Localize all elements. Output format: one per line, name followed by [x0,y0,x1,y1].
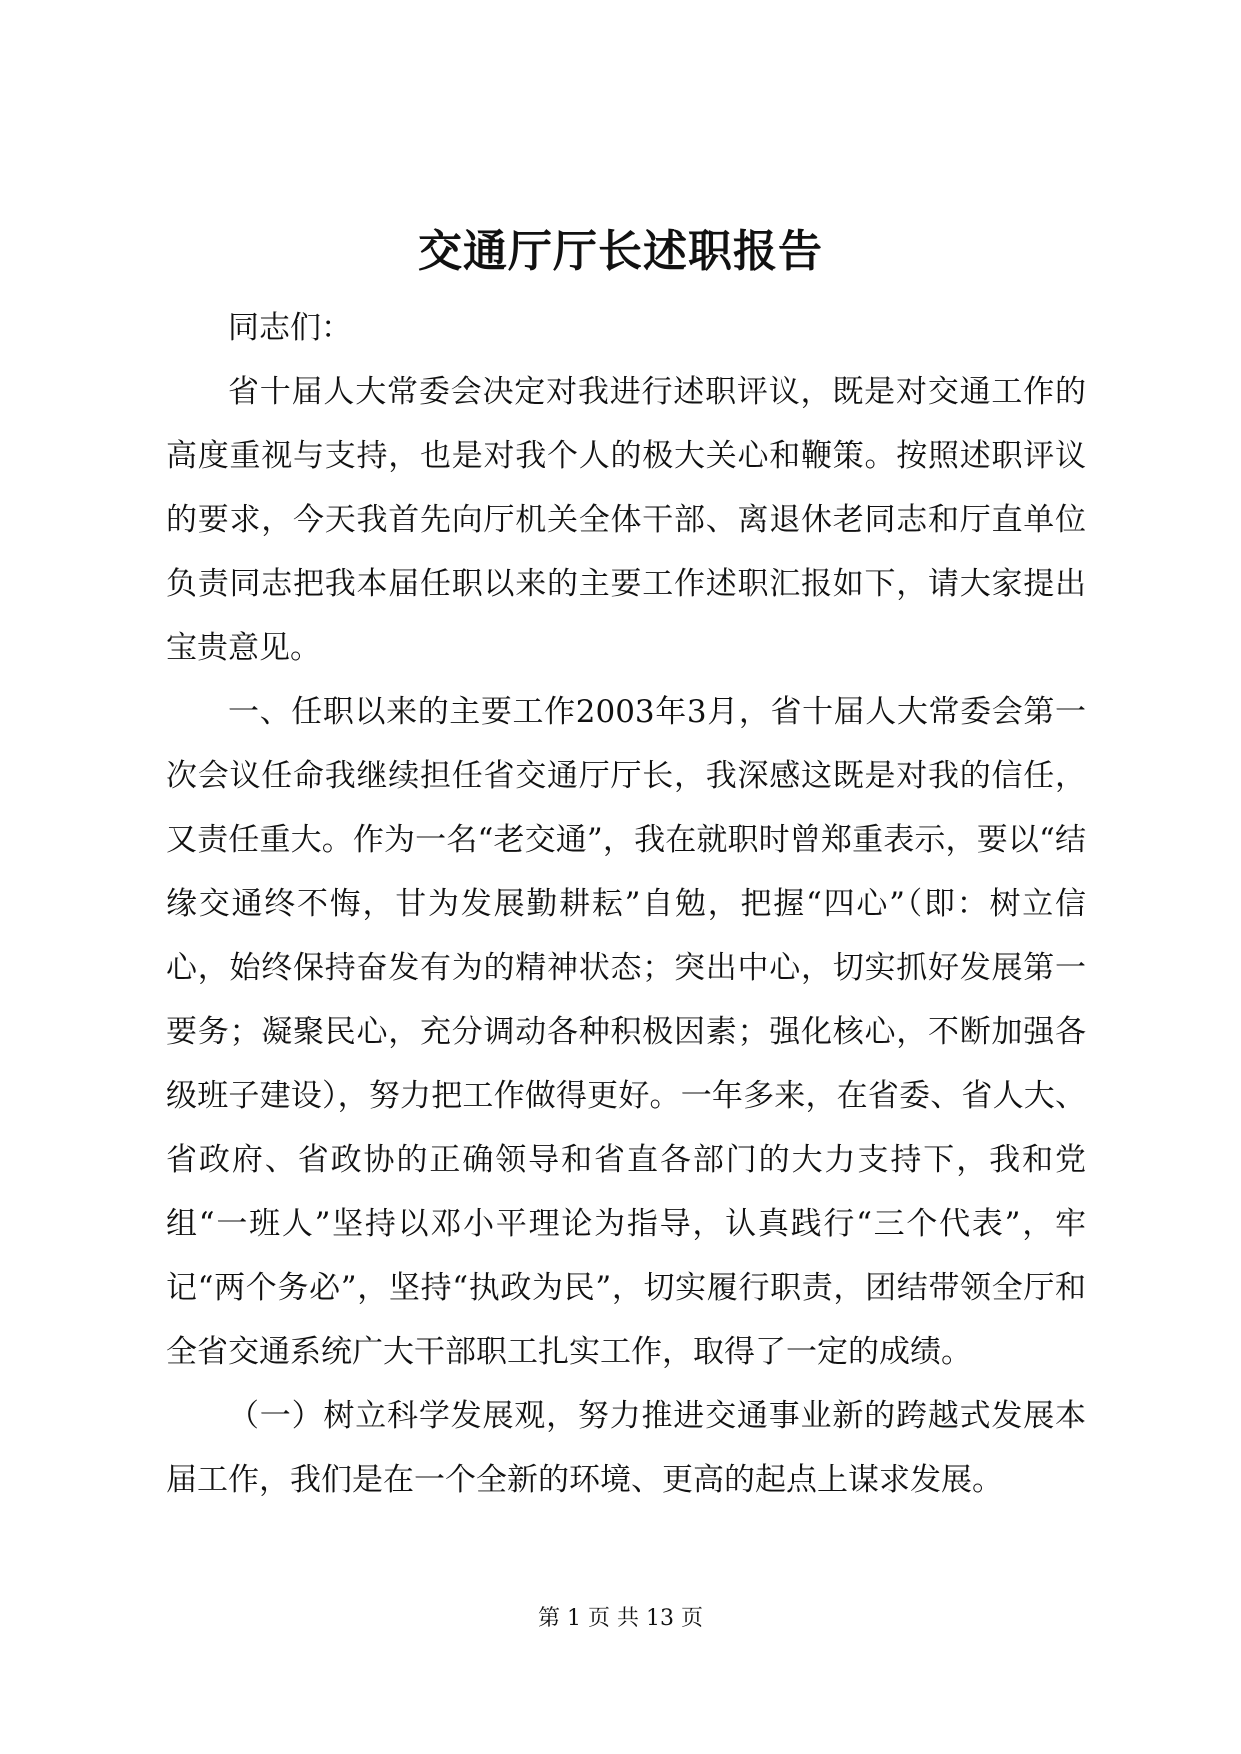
paragraph-section-one: （一）树立科学发展观，努力推进交通事业新的跨越式发展本届工作，我们是在一个全新的环境、更高的起点上谋求发展。 [166,1398,1086,1498]
paragraph-intro: 省十届人大常委会决定对我进行述职评议，既是对交通工作的高度重视与支持，也是对我个人的极大关心和鞭策。按照述职评议的要求，今天我首先向厅机关全体干部、离退休老同志和厅直单位负责同志把我本届任职以来的主要工作述职汇报如下，请大家提出宝贵意见。 [166,374,1086,666]
document-body [166,296,1086,1512]
page-number-footer: 第 1 页 共 13 页 [538,1606,703,1631]
paragraph-main-work: 一、任职以来的主要工作2003年3月，省十届人大常委会第一次会议任命我继续担任省交通厅厅长，我深感这既是对我的信任，又责任重大。作为一名“老交通”，我在就职时曾郑重表示，要以“结缘交通终不悔，甘为发展勤耕耘”自勉，把握“四心”（即：树立信心，始终保持奋发有为的精神状态；突出中心，切实抓好发展第一要务；凝聚民心，充分调动各种积极因素；强化核心，不断加强各级班子建设），努力把工作做得更好。一年多来，在省委、省人大、省政府、省政协的正确领导和省直各部门的大力支持下，我和党组“一班人”坚持以邓小平理论为指导，认真践行“三个代表”，牢记“两个务必”，坚持“执政为民”，切实履行职责，团结带领全厅和全省交通系统广大干部职工扎实工作，取得了一定的成绩。 [166,694,1086,1370]
salutation: 同志们： [228,310,352,346]
document-title: 交通厅厅长述职报告 [418,226,823,277]
